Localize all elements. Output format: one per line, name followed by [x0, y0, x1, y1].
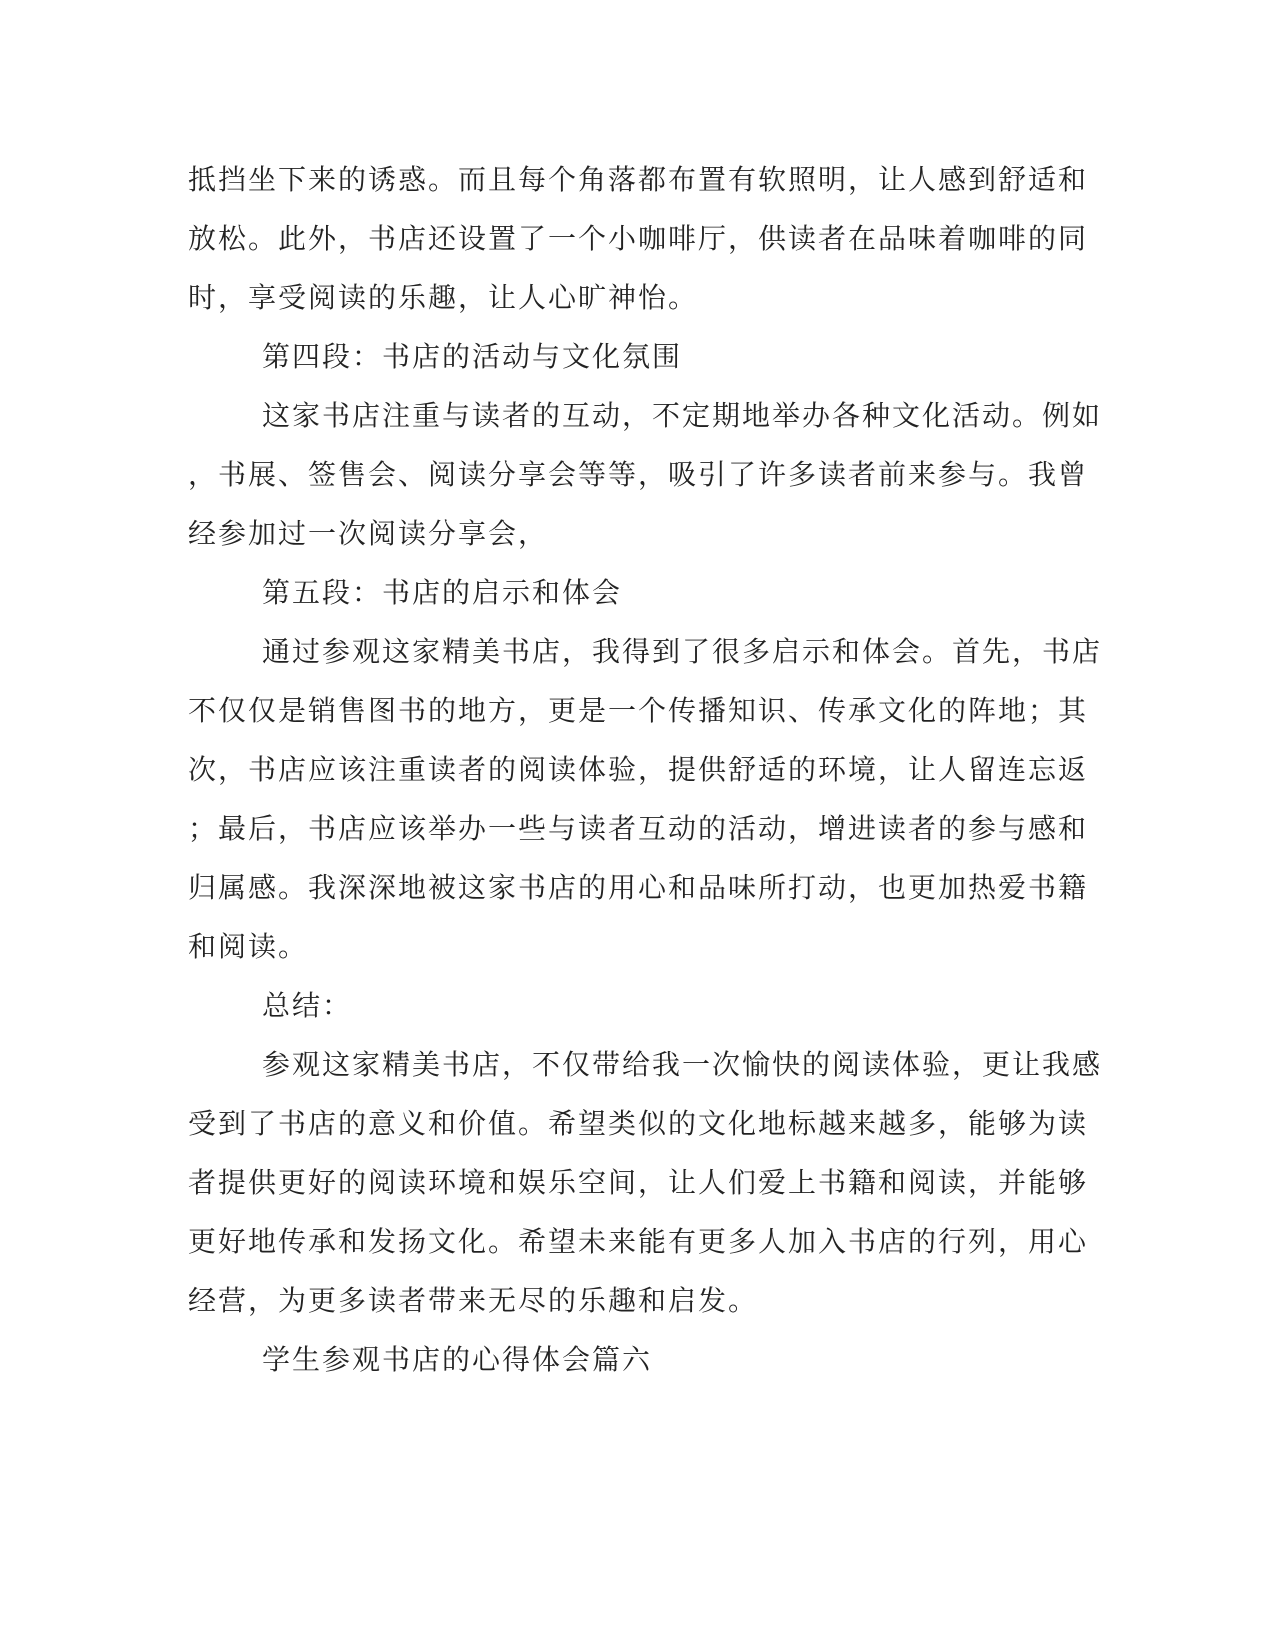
section-heading: 第五段：书店的启示和体会: [262, 576, 623, 609]
paragraph-line: 不仅仅是销售图书的地方，更是一个传播知识、传承文化的阵地；其: [188, 694, 1089, 727]
paragraph-line: 次，书店应该注重读者的阅读体验，提供舒适的环境，让人留连忘返: [188, 753, 1089, 786]
paragraph-line: 参观这家精美书店，不仅带给我一次愉快的阅读体验，更让我感: [262, 1048, 1103, 1081]
paragraph-line: ；最后，书店应该举办一些与读者互动的活动，增进读者的参与感和: [188, 812, 1089, 845]
paragraph-line: 放松。此外，书店还设置了一个小咖啡厅，供读者在品味着咖啡的同: [188, 222, 1089, 255]
section-heading: 总结：: [262, 989, 353, 1022]
paragraph-line: ，书展、签售会、阅读分享会等等，吸引了许多读者前来参与。我曾: [188, 458, 1089, 491]
paragraph-line: 时，享受阅读的乐趣，让人心旷神怡。: [188, 281, 699, 314]
paragraph-line: 归属感。我深深地被这家书店的用心和品味所打动，也更加热爱书籍: [188, 871, 1089, 904]
paragraph-line: 这家书店注重与读者的互动，不定期地举办各种文化活动。例如: [262, 399, 1103, 432]
section-heading: 第四段：书店的活动与文化氛围: [262, 340, 683, 373]
paragraph-line: 经营，为更多读者带来无尽的乐趣和启发。: [188, 1284, 759, 1317]
paragraph-line: 抵挡坐下来的诱惑。而且每个角落都布置有软照明，让人感到舒适和: [188, 163, 1089, 196]
paragraph-line: 和阅读。: [188, 930, 309, 963]
paragraph-line: 者提供更好的阅读环境和娱乐空间，让人们爱上书籍和阅读，并能够: [188, 1166, 1089, 1199]
paragraph-line: 受到了书店的意义和价值。希望类似的文化地标越来越多，能够为读: [188, 1107, 1089, 1140]
section-heading: 学生参观书店的心得体会篇六: [262, 1343, 653, 1376]
paragraph-line: 更好地传承和发扬文化。希望未来能有更多人加入书店的行列，用心: [188, 1225, 1089, 1258]
paragraph-line: 经参加过一次阅读分享会，: [188, 517, 549, 550]
paragraph-line: 通过参观这家精美书店，我得到了很多启示和体会。首先，书店: [262, 635, 1103, 668]
